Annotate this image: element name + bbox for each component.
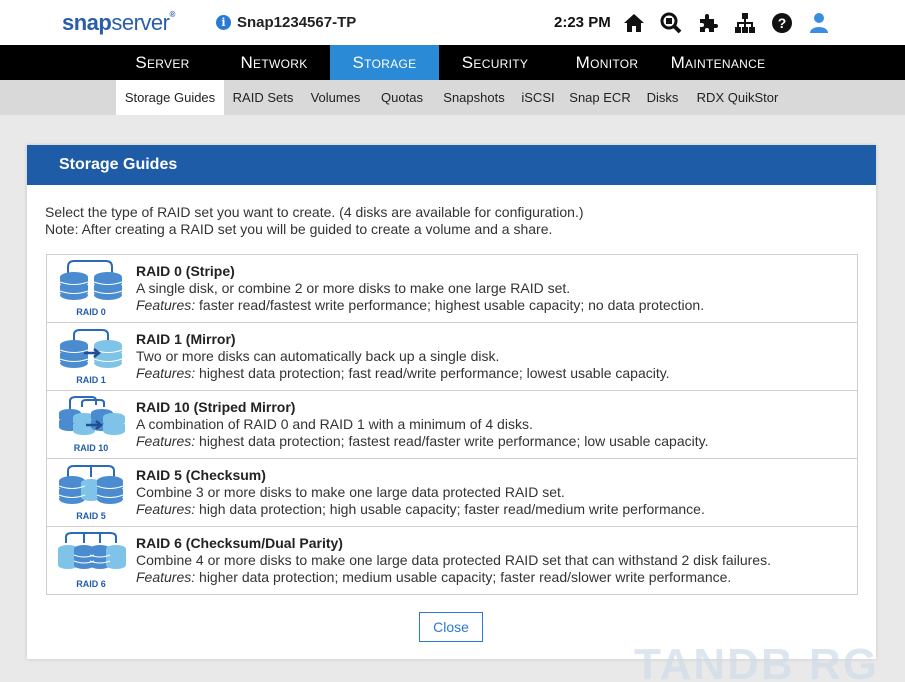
logo-bold-text: snap [62, 10, 112, 35]
home-icon[interactable] [622, 11, 646, 35]
subnav-disks[interactable]: Disks [646, 90, 679, 105]
subnav-snapshots[interactable]: Snapshots [443, 90, 505, 105]
sub-nav [0, 80, 905, 115]
raid6-title: RAID 6 (Checksum/Dual Parity) [136, 535, 343, 551]
help-icon[interactable] [770, 11, 794, 35]
raid5-title: RAID 5 (Checksum) [136, 467, 266, 483]
tab-security[interactable]: Security [461, 52, 529, 72]
raid1-features [136, 365, 670, 382]
raid1-text [136, 331, 670, 382]
device-name: Snap1234567-TP [237, 14, 357, 31]
puzzle-icon[interactable] [696, 11, 720, 35]
raid6-description: Combine 4 or more disks to make one large data protected RAID set that can withstand 2 disk failures. [136, 552, 771, 568]
dialog-title: Storage Guides [27, 145, 876, 185]
info-icon[interactable]: i [216, 15, 231, 30]
raid-option-raid5[interactable] [47, 459, 857, 527]
close-button[interactable]: Close [419, 612, 483, 642]
dialog-intro [45, 204, 584, 238]
raid0-features-text: faster read/fastest write performance; highest usable capacity; no data protection. [199, 297, 705, 313]
raid5-features-text: high data protection; high usable capacity; faster read/medium write performance. [199, 501, 705, 517]
user-icon[interactable] [807, 11, 831, 35]
subnav-volumes[interactable]: Volumes [310, 90, 361, 105]
features-label: Features: [136, 501, 196, 517]
raid6-features-text: higher data protection; medium usable capacity; faster read/slower write performance. [199, 569, 732, 585]
network-icon[interactable] [733, 11, 757, 35]
tab-server[interactable]: Server [135, 52, 190, 72]
raid5-icon-label: RAID 5 [76, 511, 106, 521]
features-label: Features: [136, 433, 196, 449]
raid0-features [136, 297, 704, 314]
raid1-icon-label: RAID 1 [76, 375, 106, 385]
logo-light-text: server [111, 10, 170, 35]
raid0-description: A single disk, or combine 2 or more disks to make one large RAID set. [136, 280, 571, 296]
raid5-icon [56, 463, 128, 523]
features-label: Features: [136, 297, 196, 313]
subnav-rdx-quikstor[interactable]: RDX QuikStor [696, 90, 779, 105]
main-nav [0, 45, 905, 80]
features-label: Features: [136, 569, 196, 585]
storage-guides-dialog [27, 145, 876, 659]
raid-option-raid6[interactable] [47, 527, 857, 594]
raid10-features-text: highest data protection; fastest read/faster write performance; low usable capacity. [199, 433, 709, 449]
device-info[interactable] [216, 14, 356, 31]
features-label: Features: [136, 365, 196, 381]
raid-option-list [46, 254, 858, 595]
snapserver-logo[interactable]: snapserver® [62, 10, 175, 35]
raid10-title: RAID 10 (Striped Mirror) [136, 399, 296, 415]
raid0-text [136, 263, 704, 314]
raid0-icon-label: RAID 0 [76, 307, 106, 317]
raid0-title: RAID 0 (Stripe) [136, 263, 235, 279]
search-icon[interactable] [659, 11, 683, 35]
tab-maintenance[interactable]: Maintenance [670, 52, 766, 72]
raid6-icon [56, 531, 128, 591]
raid6-features [136, 569, 771, 586]
raid10-icon-label: RAID 10 [73, 443, 109, 453]
raid1-title: RAID 1 (Mirror) [136, 331, 236, 347]
intro-line-1: Select the type of RAID set you want to create. (4 disks are available for configuration.) [45, 204, 584, 220]
tab-monitor[interactable]: Monitor [575, 52, 639, 72]
tab-network[interactable]: Network [240, 52, 308, 72]
svg-text:?: ? [777, 15, 787, 31]
subnav-snap-ecr[interactable]: Snap ECR [569, 90, 631, 105]
header-icon-bar [622, 11, 831, 35]
tab-storage[interactable]: Storage [330, 45, 439, 80]
subnav-storage-guides[interactable]: Storage Guides [116, 80, 224, 115]
subnav-iscsi[interactable]: iSCSI [521, 90, 555, 105]
raid5-description: Combine 3 or more disks to make one large data protected RAID set. [136, 484, 565, 500]
raid0-icon [56, 259, 128, 319]
subnav-raid-sets[interactable]: RAID Sets [232, 90, 294, 105]
raid-option-raid10[interactable] [47, 391, 857, 459]
intro-line-2: Note: After creating a RAID set you will be guided to create a volume and a share. [45, 221, 553, 237]
raid10-features [136, 433, 708, 450]
watermark-logo: TANDB RG [634, 640, 879, 682]
raid6-icon-label: RAID 6 [76, 579, 106, 589]
clock-time: 2:23 PM [554, 14, 611, 31]
raid1-icon [56, 327, 128, 387]
raid6-text [136, 535, 771, 586]
subnav-quotas[interactable]: Quotas [381, 90, 423, 105]
raid10-icon [56, 395, 128, 455]
raid1-features-text: highest data protection; fast read/write performance; lowest usable capacity. [199, 365, 670, 381]
raid1-description: Two or more disks can automatically back up a single disk. [136, 348, 500, 364]
top-header [0, 0, 905, 45]
raid10-text [136, 399, 708, 450]
raid-option-raid1[interactable] [47, 323, 857, 391]
raid5-text [136, 467, 705, 518]
raid5-features [136, 501, 705, 518]
raid10-description: A combination of RAID 0 and RAID 1 with a minimum of 4 disks. [136, 416, 533, 432]
raid-option-raid0[interactable] [47, 255, 857, 323]
